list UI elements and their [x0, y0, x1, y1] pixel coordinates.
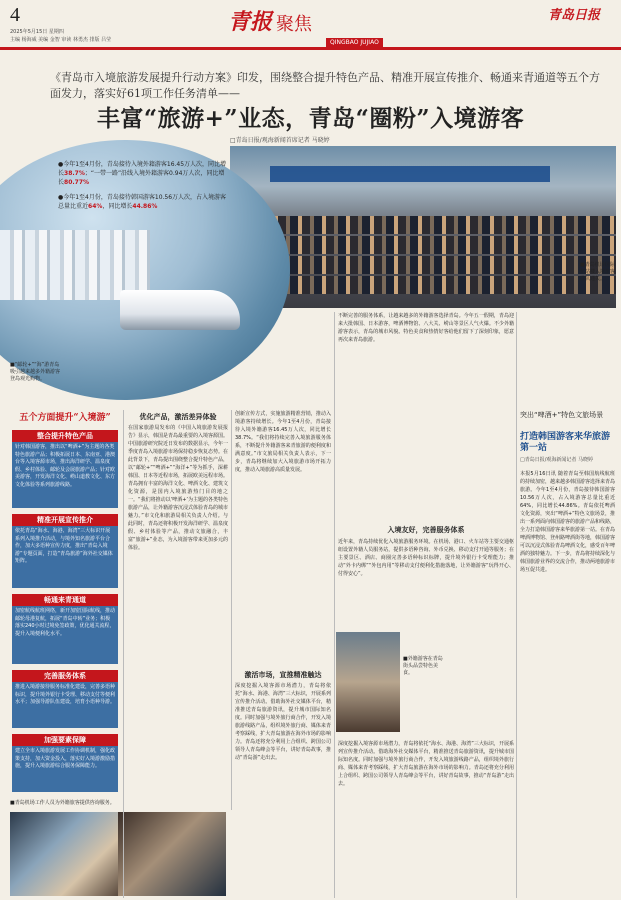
mid-photo-caption: ■外籍游客在青岛街头品尝特色美食。 — [403, 656, 443, 676]
page-number: 4 — [10, 4, 20, 26]
sidebar-text: 依托青岛“海水、海港、海湾”三大标识开展系列入境推介活动，与境外知名旅游平台合作，加大多语种宣传力度，推出“青岛入境游”专题页面，打造“青岛旅游”海外社交媒体矩阵。 — [12, 526, 118, 588]
body-column: 近年来，青岛持续优化入境旅游服务环境。在机场、港口、火车站等主要交通枢纽设置外籍人员服务站，提供多语种咨询、外币兑换、移动支付开通等服务；在主要景区、酒店、商圈完善多语种标识标牌，提升境外银行卡受理能力；推动“外卡内绑”“外包内用”等移动支付便利化措施落地，让外籍游客“玩得开心、付得安心”。 — [338, 539, 514, 577]
stat-item — [58, 193, 228, 211]
headline-kicker: 《青岛市入境旅游发展提升行动方案》印发，围绕整合提升特色产品、精准开展宣传推介、畅通来青通道等五个方面发力，落实好61项工作任务清单—— — [50, 71, 600, 100]
section-subhead: 激活市场，宣推精准触达 — [244, 671, 322, 679]
column-divider — [123, 410, 124, 898]
main-photo-caption: ■青岛机场国际航站楼入境旅客排队通关。 — [580, 262, 616, 282]
airport-staff-photo — [10, 812, 118, 896]
issue-date: 2025年5月15日 星期四 — [10, 29, 64, 35]
body-column: 不断完善的服务体系，让越来越多的外籍游客选择青岛。今年五一假期，青岛迎来大批韩国、日本游客，啤酒博物馆、八大关、崂山等景区人气火爆。不少外籍游客表示，青岛的城市风貌、特色美食和热情好客给他们留下了深刻印象，愿意再次来青岛旅游。 — [338, 313, 514, 343]
stat-item — [58, 160, 228, 187]
stats-box — [58, 160, 228, 217]
sidebar-text: 加密航线航班网络，新开加密国际航线，推动邮轮母港复航，拓展“青岛中转”业务；积极落实240小时过境免签政策，优化通关流程，提升入境便利化水平。 — [12, 606, 118, 664]
sidebar-heading: 精准开展宣传推介 — [12, 514, 118, 526]
editor-credits: 主编 杨海威 美编 金智 审读 林勇杰 排版 吕莹 — [10, 37, 112, 43]
sidebar-title: 五个方面提升“入境游” — [19, 413, 111, 423]
stat-highlight: 44.86% — [132, 203, 158, 210]
body-column: 深度挖掘入境客源市场潜力，青岛将依托“海水、海港、海湾”三大标识，开展系列宣传推介活动。借助海外社交媒体平台，精准推送青岛旅游资讯，提升城市国际知名度。同时加强与境外旅行商合作，开发入境旅游线路产品，组织境外旅行商、媒体来青考察踩线，扩大青岛旅游在海外市场的影响力。青岛还将充分利用上合组织、跨国公司领导人青岛峰会等平台，讲好青岛故事，推动“青岛游”走出去。 — [338, 741, 514, 787]
body-column: 深度挖掘入境客源市场潜力，青岛将依托“海水、海港、海湾”三大标识，开展系列宣传推介活动。借助海外社交媒体平台，精准推送青岛旅游资讯，提升城市国际知名度。同时加强与境外旅行商合作，开发入境旅游线路产品，组织境外旅行商、媒体来青考察踩线，扩大青岛旅游在海外市场的影响力。青岛还将充分利用上合组织、跨国公司领导人青岛峰会等平台，讲好青岛故事，推动“青岛游”走出去。 — [235, 683, 331, 761]
section-subhead: 优化产品，激活差异体验 — [139, 413, 217, 421]
tourist-food-photo — [336, 632, 400, 732]
stat-highlight: 64% — [88, 203, 103, 210]
stat-text: ●今年1至4月份，青岛接待韩国游客10.56万人次，占入境游客总量比重近 — [58, 194, 227, 210]
sidebar-text: 建立全市入境旅游发展工作协调机制，强化政策支持，加大资金投入，落实好入境游激励措施，提升入境旅游综合服务保障能力。 — [12, 746, 118, 792]
sidebar-text: 推进入境游接待服务标准化建设，完善多语种标识，提升境外银行卡受理、移动支付等便利水平；加强导游队伍建设，培育小语种导游。 — [12, 682, 118, 728]
cruise-ship — [120, 290, 240, 330]
section-subhead: 入境友好，完善服务体系 — [387, 526, 465, 534]
stat-text: ；“一带一路”沿线入境外籍游客0.94万人次，同比增长 — [58, 170, 225, 186]
header-rule — [0, 47, 621, 50]
sidebar-heading: 畅通来青通道 — [12, 594, 118, 606]
body-column: 创新宣传方式，实施旅游精准营销，推动入境游客持续增长。今年1至4月份，青岛接待入境外籍游客16.45万人次，同比增长38.7%。“我们将持续完善入境旅游服务体系，不断提升外籍游客来青旅游的便利度和满意度。”市文旅局相关负责人表示，下一步，青岛将继续加大入境旅游市场开拓力度，推动入境旅游高质量发展。 — [235, 411, 331, 473]
sidebar-heading: 完善服务体系 — [12, 670, 118, 682]
masthead-section: 聚焦 — [276, 14, 313, 35]
stat-text: ●今年1至4月份，青岛接待入境外籍游客16.45万人次，同比增长 — [58, 161, 227, 177]
body-column: 在国家旅游局发布的《中国入境旅游发展报告》显示，韩国是青岛最重要的入境客源国。中国旅游研究院近日发布的数据显示，今年一季度青岛入境旅游市场保持稳步恢复态势。在此背景下，青岛提出围绕整合提升特色产品，以“邮轮+”“啤酒+”“海洋+”等为抓手，深耕韩国、日本等近程市场，拓展欧美远程市场。青岛拥有丰富的海洋文化、啤酒文化、建筑文化资源，是国内入境旅游热门目的地之一。“我们将推动以‘啤酒+’为主题的各类特色旅游产品，让外籍游客沉浸式体验青岛的城市魅力。”市文化和旅游局相关负责人介绍。与此同时，青岛还将积极开发海洋研学、温泉度假、乡村体验等产品，推动文旅融合，丰富“旅游+”业态，为入境游客带来更加多元的体验。 — [128, 425, 228, 551]
stat-text: ，同比增长 — [102, 203, 133, 210]
bottom-photo-caption: ■青岛机场工作人员为外籍旅客提供咨询服务。 — [10, 800, 115, 806]
sidebar-heading: 整合提升特色产品 — [12, 430, 118, 442]
newspaper-logo: 青岛日报 — [548, 8, 601, 23]
masthead-pinyin: QINGBAO JUJIAO — [326, 38, 383, 47]
side-story-byline: □青岛日报/观海新闻记者 马晓婷 — [520, 457, 593, 463]
street-photo — [118, 812, 226, 896]
stat-highlight: 38.7% — [64, 170, 85, 177]
sidebar-heading: 加强要素保障 — [12, 734, 118, 746]
column-divider — [516, 312, 517, 898]
stat-highlight: 80.77% — [64, 179, 90, 186]
sidebar-text: 针对韩国游客，推出以“啤酒+”为主题的各类特色旅游产品；积极拓展日本、东南亚、港澳台等入境客源市场，推出海洋研学、温泉度假、乡村体验、邮轮及会展旅游产品；针对欧美游客，开发海洋文化、崂山道教文化、东方文化体验等系列旅游线路。 — [12, 442, 118, 508]
article-byline: □青岛日报/观海新闻首席记者 马晓婷 — [230, 137, 330, 144]
side-story-title: 打造韩国游客来华旅游第一站 — [520, 432, 611, 453]
airport-signboard — [270, 166, 550, 182]
side-story-body: 本报5月16日讯 随着青岛至韩国航线航班的持续加密，越来越多韩国游客选择来青岛旅游。今年1至4月份，青岛接待韩国游客10.56万人次，占入境游客总量比重近64%，同比增长44.86%。青岛依托啤酒文化资源，突出“啤酒+”特色文旅场景，推出一系列面向韩国游客的旅游产品和线路，全力打造韩国游客来华旅游第一站。在青岛啤酒博物馆、登州路啤酒街等地，韩国游客可以沉浸式体验青岛啤酒文化，感受百年啤酒的独特魅力。下一步，青岛将持续深化与韩国旅游业界的交流合作，推动两地旅游市场互促共进。 — [520, 471, 615, 573]
masthead-name: 青报 — [228, 9, 273, 35]
main-headline: 丰富“旅游+”业态，青岛“圈粉”入境游客 — [96, 105, 525, 132]
side-story-kicker: 突出“啤酒+”特色文旅场景 — [520, 411, 604, 419]
column-divider — [334, 312, 335, 898]
masthead — [228, 2, 398, 36]
column-divider — [231, 410, 232, 810]
circle-photo-caption: ■“邮轮+”“海”游青岛吸引越来越多外籍游客登岛观光购物。 — [10, 362, 61, 382]
